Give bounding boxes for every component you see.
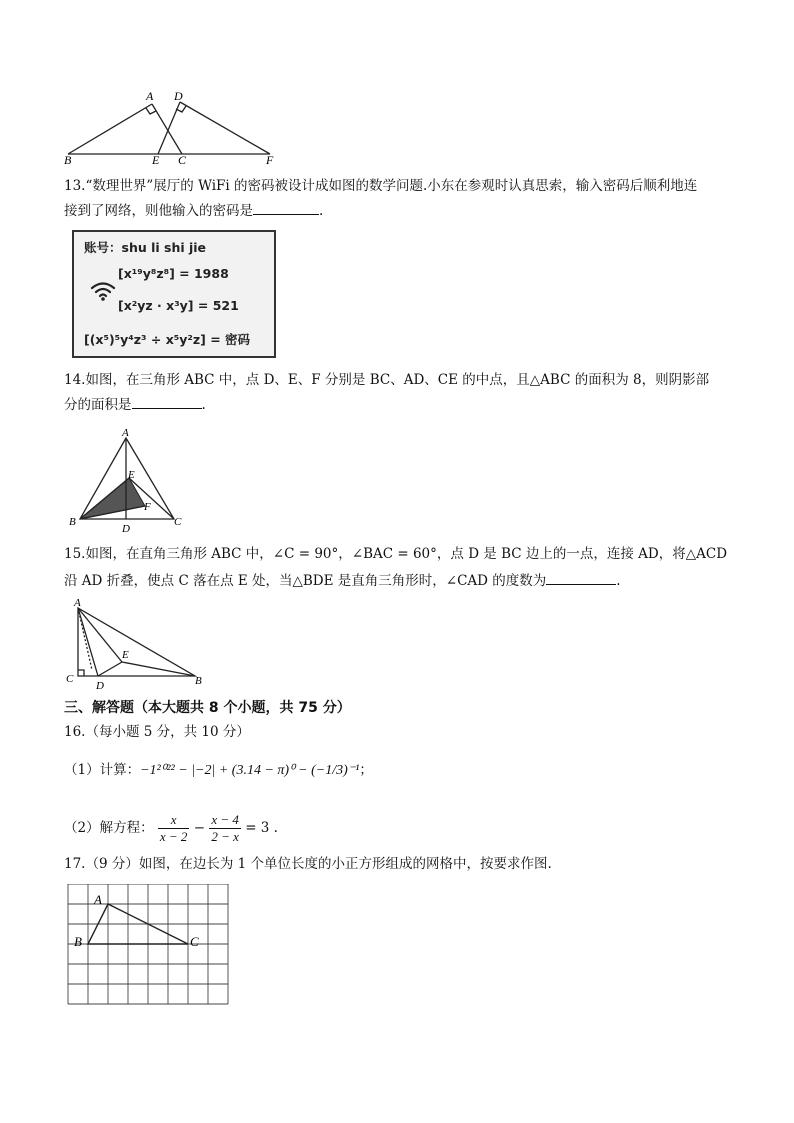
- fraction-1: [158, 812, 190, 845]
- q14-line2-text: 分的面积是: [64, 397, 132, 413]
- wifi-row3: [(x⁵)⁵y⁴z³ ÷ x⁵y²z] = 密码: [84, 332, 251, 347]
- wifi-row1: [x¹⁹y⁸z⁸] = 1988: [118, 266, 229, 281]
- q17-head: 17.（9 分）如图，在边长为 1 个单位长度的小正方形组成的网格中，按要求作图.: [64, 856, 552, 872]
- label-f: F: [144, 501, 151, 513]
- label-a: A: [94, 892, 102, 907]
- q15-line1: 15.如图，在直角三角形 ABC 中，∠C = 90°，∠BAC = 60°，点 D 是 BC 边上的一点，连接 AD，将△ACD: [64, 546, 728, 562]
- label-a: A: [146, 89, 154, 103]
- fraction-2-numerator: x − 4: [211, 812, 239, 827]
- fraction-1-denominator: x − 2: [159, 829, 188, 844]
- q12-figure: [60, 86, 290, 166]
- q13-line2: [64, 200, 323, 221]
- wifi-password-box: [72, 230, 276, 358]
- wifi-row2: [x²yz · x³y] = 521: [118, 298, 239, 313]
- q16-part1: [64, 760, 373, 781]
- wifi-icon: [90, 280, 116, 302]
- q16-part1-label: （1）计算：: [64, 762, 141, 778]
- label-a: A: [122, 428, 129, 439]
- q14-line2: [64, 394, 206, 415]
- label-f: F: [266, 153, 274, 166]
- q15-answer-blank[interactable]: [546, 570, 616, 585]
- label-d: D: [122, 523, 130, 535]
- q13-line1: 13.“数理世界”展厅的 WiFi 的密码被设计成如图的数学问题.小东在参观时认真思索，输入密码后顺利地连: [64, 178, 698, 194]
- q16-part2: [64, 810, 278, 846]
- q14-end: .: [201, 397, 206, 413]
- label-b: B: [74, 934, 82, 949]
- minus-sign: −: [193, 820, 206, 836]
- q16-part2-label: （2）解方程：: [64, 820, 154, 836]
- label-a: A: [74, 597, 81, 609]
- label-b: B: [195, 675, 202, 687]
- q15-line2: [64, 570, 621, 591]
- label-e: E: [128, 469, 135, 481]
- q14-figure: [64, 428, 194, 536]
- section-3-title: 三、解答题（本大题共 8 个小题，共 75 分）: [64, 700, 351, 716]
- fraction-2-denominator: 2 − x: [211, 829, 239, 844]
- equation-rhs: = 3 .: [245, 820, 278, 836]
- q13-answer-blank[interactable]: [253, 200, 319, 215]
- label-c: C: [174, 516, 182, 528]
- q13-line2-text: 接到了网络，则他输入的密码是: [64, 203, 253, 219]
- q17-grid-figure: [64, 884, 234, 1010]
- q14-line1: 14.如图，在三角形 ABC 中，点 D、E、F 分别是 BC、AD、CE 的中点，且△ABC 的面积为 8，则阴影部: [64, 372, 710, 388]
- q15-figure: [60, 596, 210, 692]
- q16-head: 16.（每小题 5 分，共 10 分）: [64, 724, 250, 740]
- label-e: E: [122, 649, 129, 661]
- label-e: E: [152, 153, 160, 166]
- label-d: D: [96, 680, 104, 692]
- q15-end: .: [616, 573, 621, 589]
- q16-part1-end: ；: [359, 762, 373, 778]
- label-c: C: [190, 934, 199, 949]
- label-b: B: [69, 516, 76, 528]
- q16-part1-expression: −1²⁰²² − |−2| + (3.14 − π)⁰ − (−1/3)⁻¹: [140, 763, 360, 778]
- fraction-2: [209, 812, 241, 845]
- q13-end: .: [319, 203, 324, 219]
- q14-answer-blank[interactable]: [132, 394, 202, 409]
- fraction-1-numerator: x: [158, 812, 190, 829]
- q15-line2-text: 沿 AD 折叠，使点 C 落在点 E 处，当△BDE 是直角三角形时，∠CAD 的度数为: [64, 573, 547, 589]
- label-d: D: [174, 89, 183, 103]
- label-b: B: [64, 153, 72, 166]
- label-c: C: [178, 153, 187, 166]
- label-c: C: [66, 673, 74, 685]
- wifi-account: 账号：shu li shi jie: [84, 240, 207, 255]
